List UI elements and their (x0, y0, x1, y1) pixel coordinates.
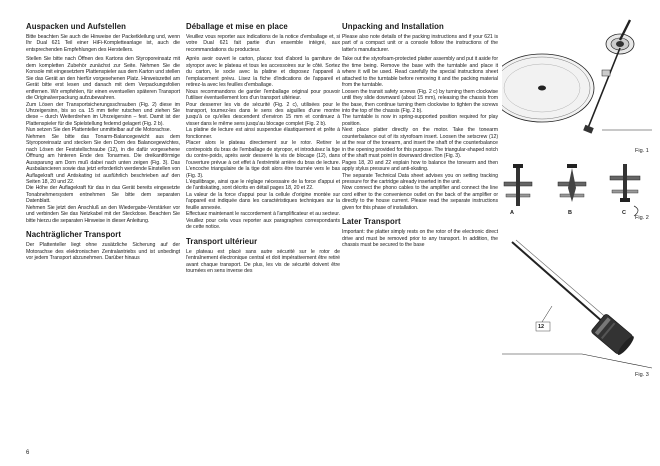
fig2-label-a: A (510, 210, 514, 216)
paragraph: The separate Technical Data sheet advises you on setting tracking pressure for the cartridge already inserted in the unit. (342, 172, 498, 185)
paragraph: Pages 18, 20 and 22 explain how to balance the tonearm and then apply stylus pressure and anti-skating. (342, 159, 498, 173)
fig1-turntable-illustration (502, 10, 654, 150)
paragraph: Der Plattenteller liegt ohne zusätzliche Sicherung auf der Motorachse des elektronischen Zentralantriebs und ist unbedingt vor jedem Transport abzunehmen. Darüber hinaus (26, 242, 180, 262)
page-number: 6 (26, 450, 30, 456)
column-french (186, 22, 340, 274)
fig3-label: Fig. 3 (635, 372, 649, 378)
column-german (26, 22, 180, 262)
heading-nachtraeglicher-transport: Nachträglicher Transport (26, 230, 122, 240)
paragraph: La platine de lecture est ainsi suspendue élastiquement et prête à fonctionner. (186, 127, 340, 140)
paragraph: Nehmen Sie jetzt den Anschluß an den Wiedergabe-Verstärker vor und verbinden Sie das Netzkabel mit der Steckdose. Beachten Sie bitte hierzu die separaten Hinweise in dieser Anleitung. (26, 204, 180, 224)
paragraph: Now connect the phono cables to the amplifier and connect the line cord either to the convenience outlet on the back of the amplifier or directly to the house current. Please read the separate instructions given for this phase of installation. (342, 185, 498, 211)
fig3-callout-12: 12 (538, 324, 545, 330)
fig1-label: Fig. 1 (635, 148, 649, 154)
paragraph: Nous recommandons de garder l'emballage original pour pouvoir l'utiliser éventuellement lors d'un transport ultérieur. (186, 88, 340, 102)
fig2-label-b: B (568, 210, 572, 216)
figures-column (502, 10, 654, 460)
paragraph: Nehmen Sie bitte das Tonarm-Balancegewicht aus dem Styroporeinsatz und stecken Sie den Dorn des Balancegewichtes, nach Lösen der Feststellschraube (12), in die dafür vorgesehene Öffnung am hinteren Ende des Tonarmes. Die dreikantförmige Aussparung am Dorn muß dabei nach unten zeigen (Fig. 3). Das Ausbalancieren sowie das jetzt erforderlich werdende Einstellen von Auflagekraft und Antiskating ist ausführlich beschrieben auf den Seiten 18, 20 und 22. (26, 133, 180, 185)
paragraph: Le plateau est placé sans autre sécurité sur le rotor de l'entraînement électronique central et doit impérativement être retiré avant chaque transport. De plus, les vis de sécurité doivent être tournées en sens inverse des (186, 248, 340, 274)
paragraph: La valeur de la force d'appui pour la cellule d'origine montée sur l'appareil est indiquée dans les caractéristiques techniques sur la feuille annexée. (186, 191, 340, 211)
paragraph: Nun setzen Sie den Plattenteller unmittelbar auf die Motorachse. (26, 127, 172, 134)
heading-deballage: Déballage et mise en place (186, 22, 288, 31)
column-english (342, 22, 498, 249)
paragraph: Placer alors le plateau directement sur le rotor. Retirer le contrepoids du bras de l'emballage de styropor, et introduisez la tige du contre-poids, après avoir desserré la vis de blocage (12), dans l'ouverture prévue à cet effet à l'extrémité arrière du bras de lecture. L'encoche triangulaire de la tige doit alors être tournée vers le bas (Fig. 3). (186, 140, 340, 179)
paragraph: Next place platter directly on the motor. Take the tonearm counterbalance out of its styrofoam insert. Loosen the setscrew (12) at the rear of the tonearm, and insert the shaft of the counterbalance in the opening provided for this purpose. The triangular-shaped notch of the shaft must point in downward direction (Fig. 3). (342, 127, 498, 160)
heading-unpacking: Unpacking and Installation (342, 22, 444, 31)
paragraph: Veuillez vous reporter aux indications de la notice d'emballage et, si votre Dual 621 fait partie d'un ensemble intégré, aux recommandations du producteur. (186, 34, 340, 53)
fig2-label-c: C (622, 210, 626, 216)
paragraph: Loosen the transit safety screws (Fig. 2 c) by turning them clockwise until they slide downward (about 15 mm), releasing the chassis from the base, then continue turning them clockwise to tighten the screws into the top of the chassis (Fig. 2 b). (342, 88, 498, 114)
paragraph: Après avoir ouvert le carton, placez tout d'abord la garniture de styropor avec le plateau et tous les accessoires sur le côté. Sortez du carton, le socle avec la platine et disposez l'appareil à l'emplacement prévu. Lisez la fiche d'indications de l'appareil et retirez-la avec les feuilles d'emballage. (186, 56, 340, 89)
paragraph: Please also note details of the packing instructions and if your 621 is part of a compact unit or a console follow the instructions of the latter's manufacturer. (342, 34, 498, 53)
paragraph: Take out the styrofoam-protected platter assembly and put it aside for the time being. Remove the base with the turntable and place it where it will be used. Read carefully the special instructions sheet attached to the turntable before removing it and the packing material from the turntable. (342, 56, 498, 89)
fig3-counterbalance-illustration (502, 234, 654, 374)
fig2-transit-screw-illustration (502, 158, 654, 228)
paragraph: Effectuez maintenant le raccordement à l'amplificateur et au secteur. Veuillez pour cela vous reporter aux paragraphes correspondants de cette notice. (186, 211, 340, 231)
paragraph: Bitte beachten Sie auch die Hinweise der Packetkleilung und, wenn Ihr Dual 621 Teil einer HiFi-Kompletteanlage ist, auch die entsprechenden Empfehlungen des Herstellers. (26, 34, 180, 53)
paragraph: Pour desserrer les vis de sécurité (Fig. 2 c), utilisées pour le transport, tournez-les dans le sens des aiguilles d'une montre jusqu'à ce qu'elles descendent d'environ 15 mm et continuez à visser dans le même sens jusqu'au blocage complet (Fig. 2 b). (186, 101, 340, 127)
heading-auspacken: Auspacken und Aufstellen (26, 22, 127, 31)
paragraph: Die Höhe der Auflagekraft für das in das Gerät bereits eingesetzte Tonabnehmersystem entnehmen Sie bitte dem separaten Datenblatt. (26, 185, 180, 205)
paragraph: Important: the platter simply rests on the rotor of the electronic direct drive and must be removed prior to any transport. In addition, the chassis must be secured to the base (342, 229, 498, 249)
paragraph: L'équilibrage, ainsi que le réglage nécessaire de la force d'appui et de l'antiskating, sont décrits en détail pages 18, 20 et 22. (186, 178, 340, 192)
paragraph: Zum Lösen der Transportsicherungsschrauben (Fig. 2) diese im Uhrzeigersinn, bis so ca. 15 mm tiefer rutschen und ziehen Sie diese – durch Weiterdrehen im Uhrzeigersinn – fest. Damit ist der Plattenspieler für die Spielstellung federnd gelagert (Fig. 2 b). (26, 101, 180, 127)
heading-transport-ulterieur: Transport ultérieur (186, 236, 258, 246)
fig2-label: Fig. 2 (635, 215, 649, 221)
heading-later-transport: Later Transport (342, 217, 401, 227)
paragraph: The turntable is now in spring-supported position required for play position. (342, 114, 498, 127)
paragraph: Stellen Sie bitte nach Öffnen des Kartons den Styroporeinsatz mit dem kompletten Zubehör zunächst zur Seite. Nehmen Sie die Konsole mit eingesetztem Plattenspieler aus dem Karton und stellen Sie das Gerät an den hierfür vorgesehenen Platz. Hinweiszettel am Gerät bitte erst lesen und danach mit dem Verpackungsfolien entfernen. Wir empfehlen, für einen eventuellen späteren Transport die Originalverpackung aufzubewahren. (26, 56, 180, 102)
